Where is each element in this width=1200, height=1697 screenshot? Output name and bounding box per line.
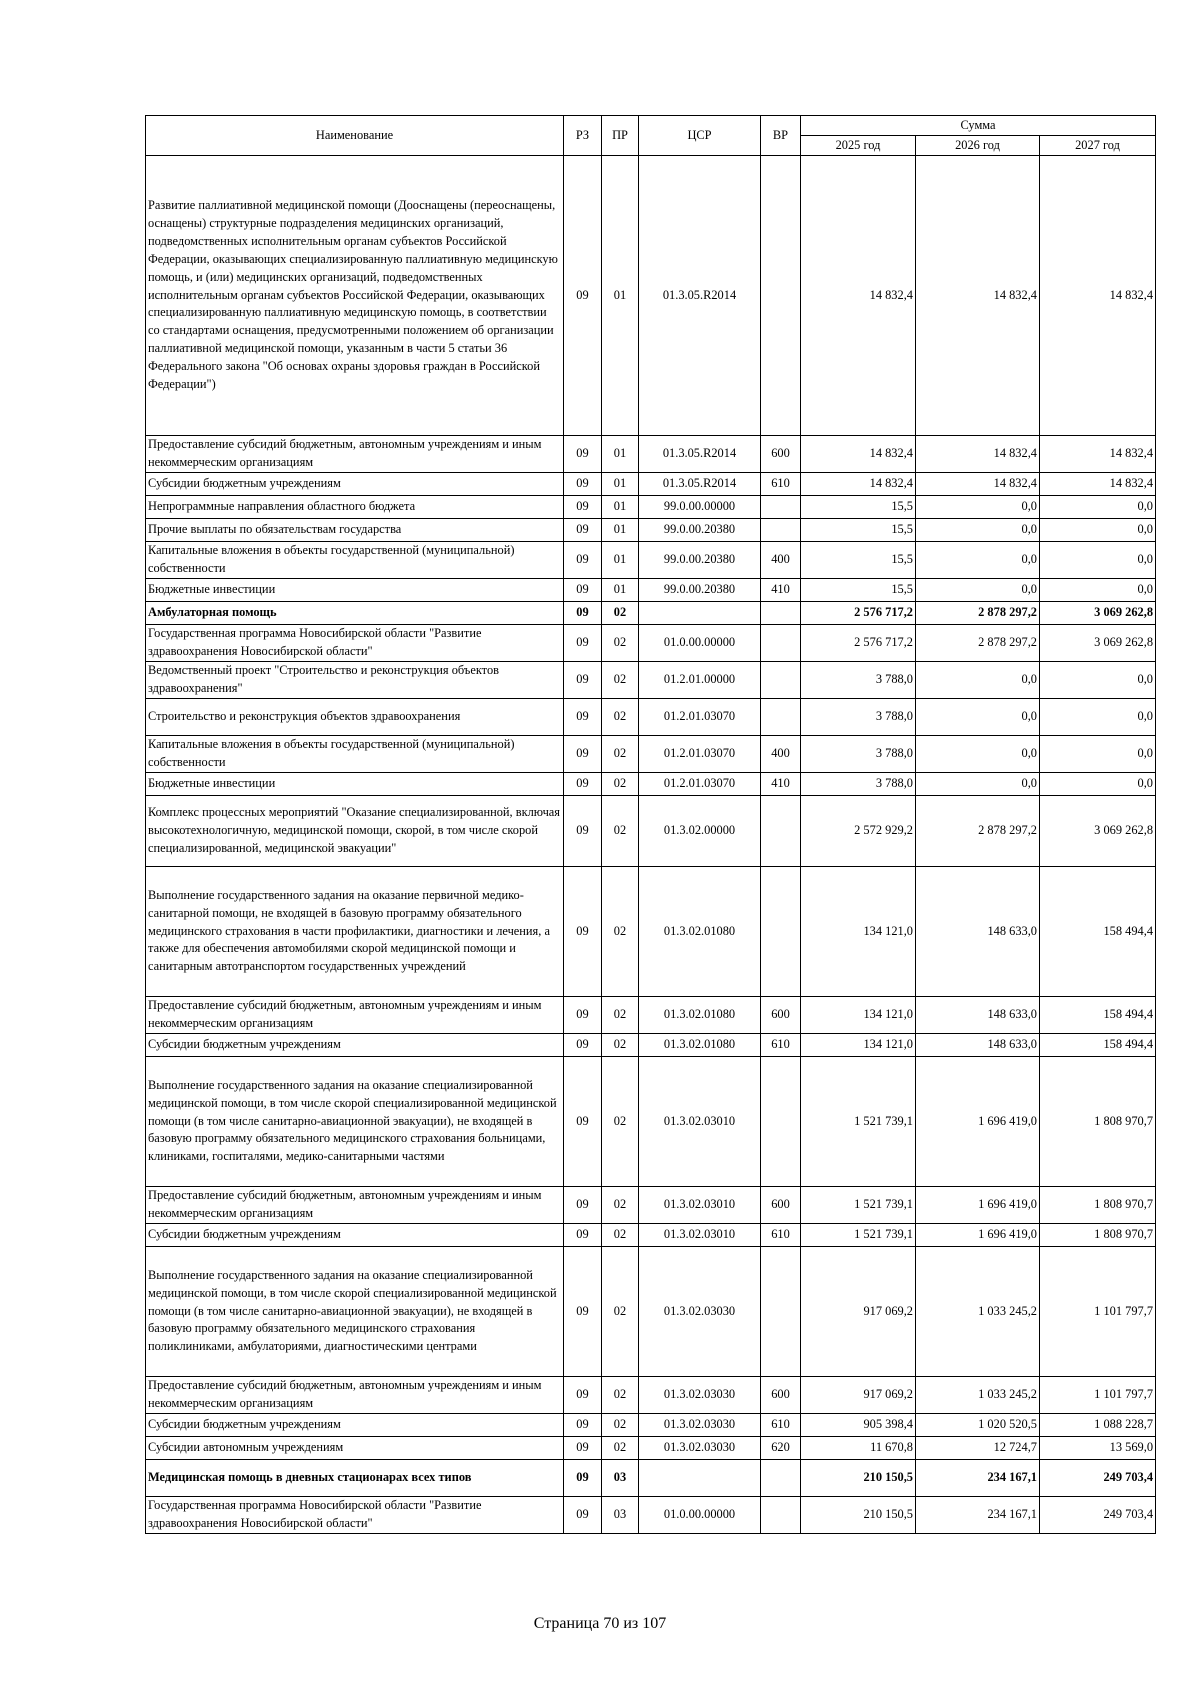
table-row — [146, 625, 1156, 662]
cell-pr: 01 — [602, 579, 639, 602]
cell-2026: 1 696 419,0 — [916, 1057, 1040, 1187]
cell-csr: 01.3.02.03030 — [639, 1437, 761, 1460]
cell-csr: 01.3.05.R2014 — [639, 473, 761, 496]
cell-name: Государственная программа Новосибирской области "Развитие здравоохранения Новосибирской области" — [146, 625, 564, 662]
cell-rz: 09 — [564, 1377, 602, 1414]
cell-2026: 1 033 245,2 — [916, 1377, 1040, 1414]
cell-2026: 2 878 297,2 — [916, 602, 1040, 625]
cell-pr: 02 — [602, 625, 639, 662]
cell-vr: 410 — [761, 579, 801, 602]
cell-name: Медицинская помощь в дневных стационарах всех типов — [146, 1460, 564, 1497]
cell-2026: 234 167,1 — [916, 1497, 1040, 1534]
cell-rz: 09 — [564, 1247, 602, 1377]
cell-name: Бюджетные инвестиции — [146, 773, 564, 796]
table-body — [146, 156, 1156, 1534]
cell-csr: 01.0.00.00000 — [639, 625, 761, 662]
cell-2026: 2 878 297,2 — [916, 625, 1040, 662]
cell-2027: 158 494,4 — [1040, 867, 1156, 997]
cell-name: Государственная программа Новосибирской области "Развитие здравоохранения Новосибирской области" — [146, 1497, 564, 1534]
cell-name: Капитальные вложения в объекты государственной (муниципальной) собственности — [146, 736, 564, 773]
cell-rz: 09 — [564, 156, 602, 436]
cell-csr: 01.3.02.01080 — [639, 997, 761, 1034]
cell-rz: 09 — [564, 1034, 602, 1057]
cell-pr: 02 — [602, 867, 639, 997]
cell-pr: 02 — [602, 736, 639, 773]
cell-2027: 0,0 — [1040, 662, 1156, 699]
cell-2025: 917 069,2 — [801, 1247, 916, 1377]
cell-name: Субсидии бюджетным учреждениям — [146, 1224, 564, 1247]
cell-2026: 14 832,4 — [916, 436, 1040, 473]
cell-rz: 09 — [564, 542, 602, 579]
cell-vr — [761, 1497, 801, 1534]
cell-csr: 01.3.02.03010 — [639, 1224, 761, 1247]
cell-2026: 148 633,0 — [916, 867, 1040, 997]
cell-2025: 1 521 739,1 — [801, 1187, 916, 1224]
cell-csr: 01.3.02.03030 — [639, 1377, 761, 1414]
cell-csr: 01.3.02.03010 — [639, 1057, 761, 1187]
table-row — [146, 156, 1156, 436]
cell-vr — [761, 699, 801, 736]
cell-pr: 02 — [602, 1187, 639, 1224]
cell-vr: 610 — [761, 1414, 801, 1437]
cell-rz: 09 — [564, 625, 602, 662]
cell-name: Предоставление субсидий бюджетным, автономным учреждениям и иным некоммерческим организациям — [146, 1187, 564, 1224]
cell-vr — [761, 1460, 801, 1497]
cell-vr — [761, 1057, 801, 1187]
cell-2027: 1 088 228,7 — [1040, 1414, 1156, 1437]
cell-2025: 1 521 739,1 — [801, 1224, 916, 1247]
cell-name: Комплекс процессных мероприятий "Оказание специализированной, включая высокотехнологичную, медицинской помощи, скорой, в том числе скорой специализированной, медицинской эвакуации" — [146, 796, 564, 867]
cell-name: Субсидии бюджетным учреждениям — [146, 1034, 564, 1057]
cell-vr — [761, 519, 801, 542]
cell-2025: 2 572 929,2 — [801, 796, 916, 867]
cell-rz: 09 — [564, 997, 602, 1034]
cell-rz: 09 — [564, 662, 602, 699]
cell-2026: 0,0 — [916, 736, 1040, 773]
table-row — [146, 1057, 1156, 1187]
cell-csr: 99.0.00.20380 — [639, 579, 761, 602]
cell-csr: 01.2.01.00000 — [639, 662, 761, 699]
cell-csr: 01.3.02.01080 — [639, 1034, 761, 1057]
cell-pr: 02 — [602, 1057, 639, 1187]
cell-csr: 01.3.02.03030 — [639, 1247, 761, 1377]
cell-vr — [761, 796, 801, 867]
cell-pr: 02 — [602, 699, 639, 736]
cell-rz: 09 — [564, 1187, 602, 1224]
cell-csr: 99.0.00.20380 — [639, 542, 761, 579]
cell-rz: 09 — [564, 1437, 602, 1460]
cell-rz: 09 — [564, 699, 602, 736]
cell-vr — [761, 662, 801, 699]
table-row — [146, 1034, 1156, 1057]
cell-2027: 158 494,4 — [1040, 1034, 1156, 1057]
table-row — [146, 542, 1156, 579]
cell-2027: 1 808 970,7 — [1040, 1057, 1156, 1187]
cell-pr: 02 — [602, 1034, 639, 1057]
cell-2027: 158 494,4 — [1040, 997, 1156, 1034]
cell-vr: 400 — [761, 542, 801, 579]
cell-pr: 02 — [602, 773, 639, 796]
cell-vr — [761, 867, 801, 997]
cell-2025: 134 121,0 — [801, 1034, 916, 1057]
cell-2026: 1 696 419,0 — [916, 1187, 1040, 1224]
table-row — [146, 867, 1156, 997]
cell-csr: 01.3.05.R2014 — [639, 436, 761, 473]
header-vr: ВР — [761, 116, 801, 156]
cell-name: Прочие выплаты по обязательствам государства — [146, 519, 564, 542]
cell-vr: 610 — [761, 1034, 801, 1057]
table-row — [146, 519, 1156, 542]
cell-vr: 600 — [761, 1377, 801, 1414]
cell-rz: 09 — [564, 496, 602, 519]
cell-pr: 02 — [602, 796, 639, 867]
cell-pr: 01 — [602, 473, 639, 496]
cell-vr: 400 — [761, 736, 801, 773]
cell-2027: 0,0 — [1040, 579, 1156, 602]
cell-pr: 02 — [602, 1414, 639, 1437]
cell-name: Ведомственный проект "Строительство и реконструкция объектов здравоохранения" — [146, 662, 564, 699]
cell-csr: 99.0.00.20380 — [639, 519, 761, 542]
cell-name: Непрограммные направления областного бюджета — [146, 496, 564, 519]
header-csr: ЦСР — [639, 116, 761, 156]
header-name: Наименование — [146, 116, 564, 156]
cell-2025: 15,5 — [801, 519, 916, 542]
cell-2025: 905 398,4 — [801, 1414, 916, 1437]
cell-2026: 1 033 245,2 — [916, 1247, 1040, 1377]
cell-vr: 610 — [761, 1224, 801, 1247]
cell-2027: 249 703,4 — [1040, 1497, 1156, 1534]
cell-2025: 15,5 — [801, 496, 916, 519]
table-row — [146, 736, 1156, 773]
cell-2026: 234 167,1 — [916, 1460, 1040, 1497]
cell-vr — [761, 156, 801, 436]
cell-name: Выполнение государственного задания на оказание специализированной медицинской помощи, в том числе скорой специализированной медицинской помощи (в том числе санитарно-авиационной эвакуации), не входящей в базовую программу обязательного медицинского страхования больницами, клиниками, госпиталями, медико-санитарными частями — [146, 1057, 564, 1187]
cell-2025: 917 069,2 — [801, 1377, 916, 1414]
cell-name: Предоставление субсидий бюджетным, автономным учреждениям и иным некоммерческим организациям — [146, 1377, 564, 1414]
cell-rz: 09 — [564, 579, 602, 602]
cell-2026: 2 878 297,2 — [916, 796, 1040, 867]
cell-vr — [761, 496, 801, 519]
cell-csr — [639, 1460, 761, 1497]
cell-pr: 03 — [602, 1497, 639, 1534]
cell-2026: 14 832,4 — [916, 156, 1040, 436]
cell-2025: 14 832,4 — [801, 436, 916, 473]
cell-name: Предоставление субсидий бюджетным, автономным учреждениям и иным некоммерческим организациям — [146, 997, 564, 1034]
cell-vr — [761, 1247, 801, 1377]
header-sum: Сумма — [801, 116, 1156, 136]
header-pr: ПР — [602, 116, 639, 156]
cell-2027: 13 569,0 — [1040, 1437, 1156, 1460]
cell-2025: 14 832,4 — [801, 473, 916, 496]
cell-2025: 210 150,5 — [801, 1497, 916, 1534]
cell-name: Развитие паллиативной медицинской помощи (Дооснащены (переоснащены, оснащены) структурные подразделения медицинских организаций, подведомственных исполнительным органам субъектов Российской Федерации, оказывающих специализированную паллиативную медицинскую помощь, и (или) медицинских организаций, подведомственных исполнительным органам субъектов Российской Федерации, оказывающих специализированную паллиативную медицинскую помощь, в соответствии со стандартами оснащения, предусмотренными положением об организации паллиативной медицинской помощи, указанным в части 5 статьи 36 Федерального закона "Об основах охраны здоровья граждан в Российской Федерации") — [146, 156, 564, 436]
table-row — [146, 602, 1156, 625]
cell-2026: 0,0 — [916, 662, 1040, 699]
cell-name: Субсидии автономным учреждениям — [146, 1437, 564, 1460]
cell-2025: 15,5 — [801, 542, 916, 579]
cell-2027: 0,0 — [1040, 773, 1156, 796]
cell-vr: 610 — [761, 473, 801, 496]
cell-2026: 148 633,0 — [916, 997, 1040, 1034]
cell-2027: 14 832,4 — [1040, 473, 1156, 496]
cell-2027: 14 832,4 — [1040, 156, 1156, 436]
table-row — [146, 436, 1156, 473]
table-row — [146, 699, 1156, 736]
cell-pr: 01 — [602, 496, 639, 519]
budget-table — [145, 115, 1156, 1534]
cell-2027: 3 069 262,8 — [1040, 625, 1156, 662]
cell-name: Амбулаторная помощь — [146, 602, 564, 625]
cell-csr: 01.3.02.01080 — [639, 867, 761, 997]
cell-pr: 01 — [602, 156, 639, 436]
table-header — [146, 116, 1156, 156]
table-row — [146, 773, 1156, 796]
header-year-2027: 2027 год — [1040, 136, 1156, 156]
table-row — [146, 1377, 1156, 1414]
cell-name: Предоставление субсидий бюджетным, автономным учреждениям и иным некоммерческим организациям — [146, 436, 564, 473]
table-row — [146, 662, 1156, 699]
cell-2027: 0,0 — [1040, 519, 1156, 542]
cell-2026: 12 724,7 — [916, 1437, 1040, 1460]
cell-2025: 1 521 739,1 — [801, 1057, 916, 1187]
cell-rz: 09 — [564, 1460, 602, 1497]
cell-vr: 620 — [761, 1437, 801, 1460]
cell-vr: 410 — [761, 773, 801, 796]
table-row — [146, 1414, 1156, 1437]
cell-2025: 210 150,5 — [801, 1460, 916, 1497]
cell-rz: 09 — [564, 1414, 602, 1437]
cell-pr: 02 — [602, 662, 639, 699]
table-row — [146, 1497, 1156, 1534]
cell-2025: 2 576 717,2 — [801, 625, 916, 662]
cell-rz: 09 — [564, 773, 602, 796]
cell-vr — [761, 625, 801, 662]
cell-2026: 0,0 — [916, 519, 1040, 542]
cell-rz: 09 — [564, 473, 602, 496]
cell-2027: 0,0 — [1040, 542, 1156, 579]
cell-pr: 01 — [602, 436, 639, 473]
table-row — [146, 1247, 1156, 1377]
cell-2026: 1 020 520,5 — [916, 1414, 1040, 1437]
cell-csr: 01.3.05.R2014 — [639, 156, 761, 436]
cell-2025: 2 576 717,2 — [801, 602, 916, 625]
cell-2025: 134 121,0 — [801, 997, 916, 1034]
cell-csr: 01.2.01.03070 — [639, 736, 761, 773]
table-row — [146, 473, 1156, 496]
table-row — [146, 997, 1156, 1034]
cell-pr: 02 — [602, 1377, 639, 1414]
cell-csr — [639, 602, 761, 625]
cell-2025: 11 670,8 — [801, 1437, 916, 1460]
cell-pr: 01 — [602, 542, 639, 579]
cell-2025: 134 121,0 — [801, 867, 916, 997]
table-row — [146, 1437, 1156, 1460]
cell-2027: 1 101 797,7 — [1040, 1377, 1156, 1414]
cell-pr: 02 — [602, 1247, 639, 1377]
table-row — [146, 796, 1156, 867]
cell-2025: 15,5 — [801, 579, 916, 602]
cell-2026: 0,0 — [916, 542, 1040, 579]
cell-rz: 09 — [564, 867, 602, 997]
cell-pr: 02 — [602, 1224, 639, 1247]
cell-2026: 148 633,0 — [916, 1034, 1040, 1057]
cell-csr: 01.2.01.03070 — [639, 773, 761, 796]
cell-pr: 01 — [602, 519, 639, 542]
cell-rz: 09 — [564, 436, 602, 473]
cell-name: Выполнение государственного задания на оказание специализированной медицинской помощи, в том числе скорой специализированной медицинской помощи (в том числе санитарно-авиационной эвакуации), не входящей в базовую программу обязательного медицинского страхования поликлиниками, амбулаториями, диагностическими центрами — [146, 1247, 564, 1377]
cell-pr: 02 — [602, 1437, 639, 1460]
cell-rz: 09 — [564, 796, 602, 867]
cell-pr: 02 — [602, 602, 639, 625]
cell-2025: 3 788,0 — [801, 773, 916, 796]
cell-2026: 0,0 — [916, 699, 1040, 736]
cell-2026: 14 832,4 — [916, 473, 1040, 496]
cell-csr: 01.3.02.00000 — [639, 796, 761, 867]
header-rz: РЗ — [564, 116, 602, 156]
cell-2027: 1 808 970,7 — [1040, 1187, 1156, 1224]
cell-pr: 03 — [602, 1460, 639, 1497]
cell-csr: 01.0.00.00000 — [639, 1497, 761, 1534]
cell-2026: 1 696 419,0 — [916, 1224, 1040, 1247]
cell-rz: 09 — [564, 1057, 602, 1187]
cell-2026: 0,0 — [916, 496, 1040, 519]
table-row — [146, 1224, 1156, 1247]
header-year-2025: 2025 год — [801, 136, 916, 156]
cell-2027: 1 101 797,7 — [1040, 1247, 1156, 1377]
cell-vr: 600 — [761, 997, 801, 1034]
cell-2027: 249 703,4 — [1040, 1460, 1156, 1497]
cell-vr: 600 — [761, 1187, 801, 1224]
cell-2027: 0,0 — [1040, 736, 1156, 773]
header-year-2026: 2026 год — [916, 136, 1040, 156]
cell-csr: 99.0.00.00000 — [639, 496, 761, 519]
cell-rz: 09 — [564, 519, 602, 542]
cell-2026: 0,0 — [916, 579, 1040, 602]
cell-2027: 3 069 262,8 — [1040, 796, 1156, 867]
cell-rz: 09 — [564, 736, 602, 773]
table-row — [146, 496, 1156, 519]
cell-rz: 09 — [564, 602, 602, 625]
cell-rz: 09 — [564, 1497, 602, 1534]
cell-rz: 09 — [564, 1224, 602, 1247]
cell-name: Строительство и реконструкция объектов здравоохранения — [146, 699, 564, 736]
cell-name: Субсидии бюджетным учреждениям — [146, 473, 564, 496]
cell-pr: 02 — [602, 997, 639, 1034]
table-row — [146, 1187, 1156, 1224]
cell-name: Субсидии бюджетным учреждениям — [146, 1414, 564, 1437]
cell-csr: 01.3.02.03010 — [639, 1187, 761, 1224]
cell-2027: 0,0 — [1040, 699, 1156, 736]
table-row — [146, 1460, 1156, 1497]
table-row — [146, 579, 1156, 602]
cell-2025: 3 788,0 — [801, 736, 916, 773]
cell-name: Бюджетные инвестиции — [146, 579, 564, 602]
cell-2027: 3 069 262,8 — [1040, 602, 1156, 625]
page-number: Страница 70 из 107 — [533, 1615, 667, 1632]
cell-vr: 600 — [761, 436, 801, 473]
cell-2027: 14 832,4 — [1040, 436, 1156, 473]
cell-2027: 1 808 970,7 — [1040, 1224, 1156, 1247]
cell-2025: 3 788,0 — [801, 662, 916, 699]
cell-name: Капитальные вложения в объекты государственной (муниципальной) собственности — [146, 542, 564, 579]
cell-2027: 0,0 — [1040, 496, 1156, 519]
cell-2026: 0,0 — [916, 773, 1040, 796]
cell-csr: 01.2.01.03070 — [639, 699, 761, 736]
cell-2025: 3 788,0 — [801, 699, 916, 736]
cell-name: Выполнение государственного задания на оказание первичной медико-санитарной помощи, не входящей в базовую программу обязательного медицинского страхования в части профилактики, диагностики и лечения, а также для обеспечения автомобилями скорой медицинской помощи и санитарным автотранспортом государственных учреждений — [146, 867, 564, 997]
cell-csr: 01.3.02.03030 — [639, 1414, 761, 1437]
cell-vr — [761, 602, 801, 625]
cell-2025: 14 832,4 — [801, 156, 916, 436]
